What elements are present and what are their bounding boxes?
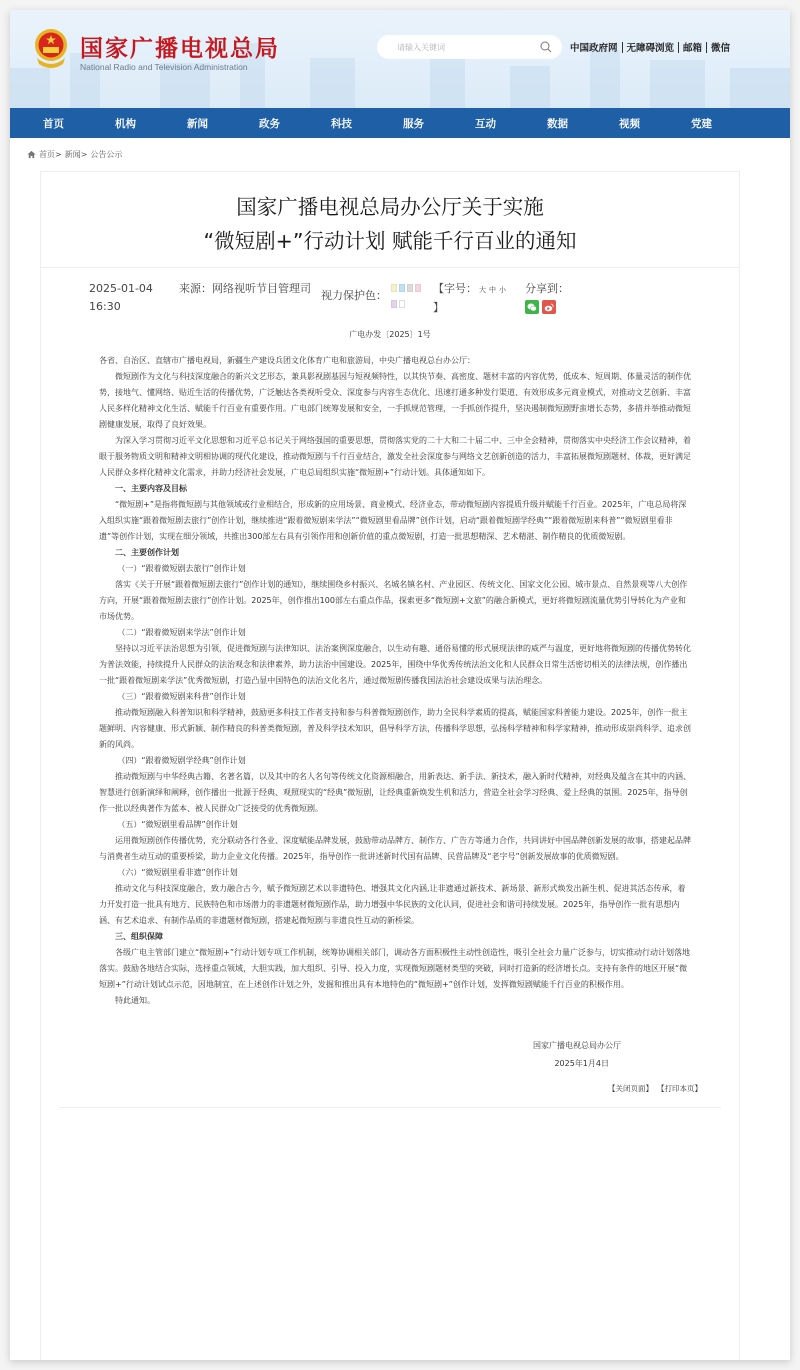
- font-size-small[interactable]: 小: [499, 286, 506, 294]
- footer-actions: [41, 1083, 702, 1095]
- breadcrumb: [27, 149, 122, 160]
- eye-care-swatch[interactable]: [391, 284, 397, 292]
- section-heading: 三、组织保障: [115, 932, 163, 941]
- nav-item-technology[interactable]: 科技: [331, 117, 352, 130]
- font-size-close-bracket: 】: [433, 301, 444, 314]
- paragraph: 运用微短剧创作传播优势，充分联动各行各业、深度赋能品牌发展，鼓励带动品牌方、制作方、广告方等通力合作，共同讲好中国品牌创新发展的故事，搭建起品牌与消费者生动互动的重要桥梁，助力企业文化传播。2025年，指导创作一批讲述新时代国有品牌、民营品牌及“老字号”创新发展故事的优质微短剧。: [99, 836, 691, 861]
- weibo-icon: [544, 303, 554, 312]
- subsection-heading: （二）“跟着微短剧来学法”创作计划: [117, 628, 246, 637]
- salutation: 各省、自治区、直辖市广播电视局，新疆生产建设兵团文化体育广电和旅游局，中央广播电视总台办公厅：: [99, 356, 475, 365]
- document-number: 广电办发〔2025〕1号: [349, 330, 431, 339]
- title-divider: [41, 267, 739, 268]
- paragraph: 特此通知。: [115, 996, 155, 1005]
- title-line-2: “微短剧+”行动计划 赋能千行百业的通知: [203, 229, 577, 253]
- breadcrumb-news[interactable]: 新闻>: [64, 150, 88, 159]
- nav-item-services[interactable]: 服务: [403, 117, 424, 130]
- article-title: [41, 190, 739, 258]
- link-separator: [706, 42, 707, 53]
- link-gov[interactable]: 中国政府网: [570, 43, 618, 54]
- subsection-heading: （三）“跟着微短剧来科普”创作计划: [117, 692, 246, 701]
- paragraph: 推动微短剧融入科普知识和科学精神，鼓励更多科技工作者支持和参与科普微短剧创作，助力全民科学素质的提高，赋能国家科普能力建设。2025年，创作一批主题鲜明、内容健康、形式新颖、制作精良的科普类微短剧，普及科学技术知识，倡导科学方法，传播科学思想，弘扬科学精神和科学家精神，推动形成崇尚科学、追求创新的风尚。: [99, 708, 691, 749]
- eye-care-swatch[interactable]: [415, 284, 421, 292]
- breadcrumb-announcements[interactable]: 公告公示: [90, 150, 123, 159]
- search-box: [377, 35, 562, 59]
- paragraph: 坚持以习近平法治思想为引领，促进微短剧与法律知识、法治案例深度融合，以生动有趣、通俗易懂的形式展现法律的威严与温度，更好地将微短剧的传播优势转化为普法效能，持续提升人民群众的法治观念和法律素养，助力法治中国建设。2025年，围绕中华优秀传统法治文化和人民群众日常生活密切相关的法律法规，创作播出一批“跟着微短剧来学法”优秀微短剧，打造凸显中国特色的法治文化名片，通过微短剧传播我国法治社会建设成果与法治理念。: [99, 644, 691, 685]
- nav-item-home[interactable]: 首页: [43, 117, 64, 130]
- site-header: [10, 10, 790, 108]
- share-wechat-button[interactable]: [525, 300, 539, 314]
- page: [10, 10, 790, 1360]
- breadcrumb-home[interactable]: 首页>: [39, 150, 62, 159]
- nav-item-organization[interactable]: 机构: [115, 117, 136, 130]
- nav-item-interaction[interactable]: 互动: [475, 117, 496, 130]
- nav-item-news[interactable]: 新闻: [187, 117, 208, 130]
- paragraph: 为深入学习贯彻习近平文化思想和习近平总书记关于网络强国的重要思想，贯彻落实党的二十大和二十届二中、三中全会精神，贯彻落实中央经济工作会议精神，着眼于服务物质文明和精神文明相协调的现代化建设，推动微短剧与千行百业结合，激发全社会深度参与网络文艺创新创造的活力，丰富拓展微短剧题材、体裁，更好满足人民群众多样化精神文化需求，并助力经济社会发展，广电总局组织实施“微短剧+”行动计划。具体通知如下。: [99, 436, 691, 477]
- site-subtitle: National Radio and Television Administration: [80, 62, 248, 72]
- nav-item-data[interactable]: 数据: [547, 117, 568, 130]
- eye-care-swatch[interactable]: [391, 300, 397, 308]
- site-title[interactable]: 国家广播电视总局: [80, 36, 280, 62]
- eye-care-swatches: [391, 280, 423, 312]
- paragraph: 推动微短剧与中华经典古籍、名著名篇，以及其中的名人名句等传统文化资源相融合，用新表达、新手法、新技术，融入新时代精神，对经典及蕴含在其中的内涵、智慧进行创新演绎和阐释，创作播出一批源于经典、观照现实的“经典”微短剧，让经典重新焕发生机和活力，营造全社会学习经典、爱上经典的氛围。2025年，指导创作一批以经典著作为蓝本、被人民群众广泛接受的优秀微短剧。: [99, 772, 691, 813]
- link-separator: [678, 42, 679, 53]
- subsection-heading: （五）“微短剧里看品牌”创作计划: [117, 820, 238, 829]
- search-icon[interactable]: [540, 41, 552, 53]
- paragraph: “微短剧+”是指将微短剧与其他领域或行业相结合，形成新的应用场景、商业模式、经济业态，带动微短剧内容提质升级并赋能千行百业。2025年，广电总局将深入组织实施“跟着微短剧去旅行”创作计划，继续推进“跟着微短剧来学法”“微短剧里看品牌”创作计划，启动“跟着微短剧学经典”“跟着微短剧来科普”“微短剧里看非遗”等创作计划，实现在细分领域，共推出300部左右具有引领作用和创新价值的重点微短剧，打造一批思想精深、艺术精湛、制作精良的优质微短剧。: [99, 500, 687, 541]
- top-links: [570, 40, 730, 54]
- home-icon: [27, 150, 36, 159]
- font-size-label: 【字号：: [433, 282, 477, 295]
- font-size-control: [433, 280, 525, 317]
- link-wechat[interactable]: 微信: [711, 43, 731, 54]
- signature-org: 国家广播电视总局办公厅: [533, 1041, 621, 1050]
- close-page-link[interactable]: 【关闭页面】: [608, 1084, 653, 1093]
- paragraph: 落实《关于开展“跟着微短剧去旅行”创作计划的通知》，继续围绕乡村振兴、名城名镇名村、产业园区、传统文化、国家文化公园、城市景点、自然景观等八大创作方向，开展“跟着微短剧去旅行”创作计划。2025年，创作推出100部左右重点作品，探索更多“微短剧+文旅”的融合新模式，更好将微短剧流量优势引导转化为产业和市场优势。: [99, 580, 688, 621]
- print-page-link[interactable]: 【打印本页】: [657, 1084, 702, 1093]
- font-size-medium[interactable]: 中: [489, 286, 496, 294]
- source-label: 来源：: [179, 282, 212, 295]
- share-weibo-button[interactable]: [542, 300, 556, 314]
- link-accessibility[interactable]: 无障碍浏览: [626, 43, 675, 54]
- font-size-large[interactable]: 大: [479, 286, 486, 294]
- main-nav: [10, 108, 790, 138]
- link-mail[interactable]: 邮箱: [683, 43, 703, 54]
- section-heading: 二、主要创作计划: [115, 548, 179, 557]
- title-line-1: 国家广播电视总局办公厅关于实施: [236, 195, 544, 219]
- signature-date: 2025年1月4日: [554, 1059, 609, 1068]
- nav-item-party[interactable]: 党建: [691, 117, 712, 130]
- share-label: 分享到：: [525, 282, 569, 295]
- source-value: 网络视听节目管理司: [212, 282, 311, 295]
- paragraph: 微短剧作为文化与科技深度融合的新兴文艺形态，兼具影视剧基因与短视频特性，以其快节奏、高密度、题材丰富的内容优势，低成本、短周期、体量灵活的制作优势，接地气、懂网络、贴近生活的传播优势，广泛触达各类视听受众、深度参与内容生态优化、迅速打通多种发行渠道、有效形成多元商业模式，对推动文艺创新、丰富人民多样化精神文化生活、赋能千行百业有重要作用。广电部门统筹发展和安全，一手抓规范管理，一手抓创作提升，坚决遏制微短剧野蛮增长态势，多措并举推动微短剧健康发展，取得了良好效果。: [99, 372, 691, 429]
- publish-date: 2025-01-04 16:30: [89, 282, 153, 313]
- subsection-heading: （六）“微短剧里看非遗”创作计划: [117, 868, 238, 877]
- eye-care-swatch[interactable]: [399, 284, 405, 292]
- subsection-heading: （四）“跟着微短剧学经典”创作计划: [117, 756, 246, 765]
- article-source: [179, 280, 311, 298]
- eye-care-swatch[interactable]: [399, 300, 405, 308]
- article: [40, 171, 740, 1360]
- article-body: [99, 353, 692, 1009]
- subsection-heading: （一）“跟着微短剧去旅行”创作计划: [117, 564, 246, 573]
- eye-care-swatch[interactable]: [407, 284, 413, 292]
- eye-care-colors: [321, 280, 433, 312]
- search-input[interactable]: [397, 43, 540, 52]
- paragraph: 推动文化与科技深度融合，致力融合古今，赋予微短剧艺术以非遗特色、增强其文化内涵,让非遗通过新技术、新场景、新形式焕发出新生机、促进其活态传承，着力开发打造一批具有地方、民族特色和市场潜力的非遗题材微短剧作品，助力增强中华民族的文化认同，促进社会和谐可持续发展。2025年，指导创作一批有思想内涵、有艺术追求、有制作品质的非遗题材微短剧，搭建起微短剧与非遗良性互动的新桥梁。: [99, 884, 686, 925]
- link-separator: [622, 42, 623, 53]
- national-emblem-icon: [32, 28, 70, 70]
- article-meta: [89, 280, 739, 317]
- section-heading: 一、主要内容及目标: [115, 484, 187, 493]
- footer-divider: [59, 1107, 721, 1108]
- nav-item-video[interactable]: 视频: [619, 117, 640, 130]
- share-control: [525, 280, 569, 314]
- eye-care-label: 视力保护色：: [321, 289, 387, 302]
- wechat-icon: [527, 303, 537, 312]
- paragraph: 各级广电主管部门建立“微短剧+”行动计划专项工作机制，统筹协调相关部门，调动各方面积极性主动性创造性，吸引全社会力量广泛参与，切实推动行动计划落地落实。鼓励各地结合实际，选择重点领域，大胆实践，加大组织、引导、投入力度，实现微短剧题材类型的突破，同时打造新的经济增长点。支持有条件的地区开展“微短剧+”行动计划试点示范，因地制宜，在上述创作计划之外，发掘和推出具有本地特色的“微短剧+”创作计划，发挥微短剧赋能千行百业的积极作用。: [99, 948, 690, 989]
- nav-item-government-affairs[interactable]: 政务: [259, 117, 280, 130]
